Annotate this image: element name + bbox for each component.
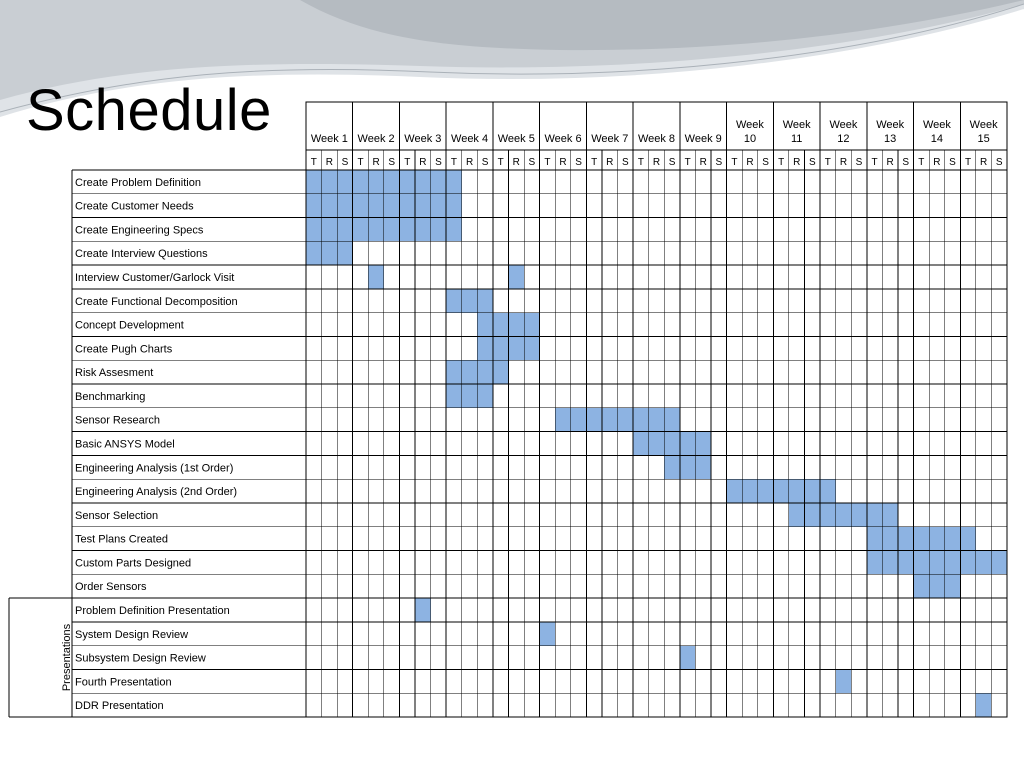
gantt-bar-cell [306, 194, 322, 218]
task-label: Sensor Research [75, 414, 160, 427]
gantt-bar-cell [415, 194, 431, 218]
day-header-label: T [450, 157, 458, 168]
day-header-label: T [778, 157, 785, 168]
day-header-label: S [995, 157, 1003, 168]
task-label: Engineering Analysis (1st Order) [75, 462, 234, 475]
day-header-label: T [684, 157, 691, 168]
day-header-label: T [591, 157, 598, 168]
gantt-bar-cell [695, 455, 711, 479]
gantt-bar-cell [368, 170, 384, 194]
gantt-bar-cell [882, 551, 898, 575]
gantt-bar-cell [353, 194, 369, 218]
gantt-bar-cell [477, 336, 493, 360]
gantt-bar-cell [399, 170, 415, 194]
gantt-bar-cell [836, 669, 852, 693]
gantt-bar-cell [524, 336, 540, 360]
gantt-bar-cell [945, 551, 961, 575]
day-header-label: T [871, 157, 878, 168]
gantt-bar-cell [898, 527, 914, 551]
gantt-bar-cell [867, 551, 883, 575]
day-header-label: R [606, 157, 614, 168]
gantt-bar-cell [446, 194, 462, 218]
gantt-bar-cell [306, 170, 322, 194]
gantt-bar-cell [493, 313, 509, 337]
day-header-label: S [435, 157, 442, 168]
day-header-label: T [310, 157, 317, 168]
gantt-bar-cell [524, 313, 540, 337]
week-header-label: Week 2 [357, 133, 395, 145]
gantt-bar-cell [462, 289, 478, 313]
day-header-label: T [404, 157, 411, 168]
day-header-label: R [325, 157, 333, 168]
gantt-bar-cell [976, 693, 992, 717]
task-label: Interview Customer/Garlock Visit [75, 272, 235, 285]
week-header-label: 12 [837, 133, 850, 145]
week-header-label: Week [969, 119, 998, 131]
gantt-bar-cell [758, 479, 774, 503]
week-header-label: 15 [977, 133, 990, 145]
gantt-bar-cell [929, 551, 945, 575]
page-title: Schedule [26, 78, 272, 143]
day-header-label: R [372, 157, 380, 168]
day-header-label: R [419, 157, 427, 168]
gantt-bar-cell [399, 194, 415, 218]
gantt-bar-cell [509, 336, 525, 360]
gantt-bar-cell [633, 408, 649, 432]
gantt-bar-cell [571, 408, 587, 432]
task-label: Engineering Analysis (2nd Order) [75, 486, 238, 499]
week-header-label: 11 [790, 133, 803, 145]
gantt-bar-cell [337, 218, 353, 242]
gantt-bar-cell [353, 170, 369, 194]
gantt-bar-cell [602, 408, 618, 432]
gantt-bar-cell [540, 622, 556, 646]
gantt-bar-cell [649, 432, 665, 456]
gantt-bar-cell [462, 360, 478, 384]
task-label: DDR Presentation [75, 700, 164, 713]
gantt-bar-cell [431, 170, 447, 194]
gantt-bar-cell [384, 218, 400, 242]
gantt-bar-cell [322, 218, 338, 242]
task-label: Problem Definition Presentation [75, 604, 230, 617]
day-header-label: R [559, 157, 567, 168]
gantt-bar-cell [415, 598, 431, 622]
task-label: Risk Assesment [75, 367, 154, 380]
gantt-bar-cell [727, 479, 743, 503]
task-label: Fourth Presentation [75, 676, 172, 689]
day-header-label: R [886, 157, 894, 168]
gantt-bar-cell [664, 455, 680, 479]
day-header-label: S [855, 157, 863, 168]
gantt-bar-cell [477, 313, 493, 337]
group-label: Presentations [61, 623, 73, 692]
task-label: Concept Development [75, 319, 184, 332]
gantt-bar-cell [446, 289, 462, 313]
gantt-bar-cell [462, 384, 478, 408]
gantt-bar-cell [882, 527, 898, 551]
task-label: Sensor Selection [75, 509, 159, 522]
day-header-label: S [668, 157, 676, 168]
day-header-label: S [715, 157, 723, 168]
gantt-bar-cell [804, 479, 820, 503]
gantt-bar-cell [649, 408, 665, 432]
week-header-label: Week [782, 119, 811, 131]
day-header-label: S [481, 157, 489, 168]
day-header-label: S [902, 157, 910, 168]
gantt-bar-cell [991, 551, 1007, 575]
task-label: Create Functional Decomposition [75, 295, 238, 308]
gantt-bar-cell [337, 170, 353, 194]
week-header-label: Week 1 [310, 133, 348, 145]
gantt-bar-cell [384, 194, 400, 218]
day-header-label: R [699, 157, 707, 168]
week-header-label: Week [876, 119, 905, 131]
day-header-label: R [793, 157, 801, 168]
gantt-bar-cell [446, 218, 462, 242]
gantt-bar-cell [976, 551, 992, 575]
gantt-bar-cell [493, 336, 509, 360]
day-header-label: R [746, 157, 754, 168]
task-label: Test Plans Created [75, 533, 168, 546]
gantt-bar-cell [368, 218, 384, 242]
gantt-bar-cell [929, 527, 945, 551]
gantt-bar-cell [322, 241, 338, 265]
gantt-bar-cell [680, 455, 696, 479]
day-header-label: R [839, 157, 848, 168]
task-label: Custom Parts Designed [75, 557, 192, 570]
gantt-bar-cell [384, 170, 400, 194]
gantt-bar-cell [306, 218, 322, 242]
gantt-bar-cell [929, 574, 945, 598]
day-header-label: S [949, 157, 956, 168]
task-label: Benchmarking [75, 390, 146, 403]
day-header-label: T [965, 157, 972, 168]
gantt-bar-cell [836, 503, 852, 527]
gantt-bar-cell [945, 574, 961, 598]
day-header-label: S [622, 157, 629, 168]
gantt-bar-cell [431, 218, 447, 242]
week-header-label: Week 8 [637, 133, 676, 145]
day-header-label: R [512, 157, 520, 168]
gantt-bar-cell [695, 432, 711, 456]
day-header-label: S [341, 157, 349, 168]
day-header-label: R [465, 157, 474, 168]
day-header-label: R [652, 157, 661, 168]
gantt-bar-cell [898, 551, 914, 575]
day-header-label: T [497, 157, 504, 168]
gantt-bar-cell [664, 408, 680, 432]
day-header-label: T [824, 157, 831, 168]
gantt-bar-cell [415, 170, 431, 194]
gantt-bar-cell [789, 479, 805, 503]
week-header-label: Week 5 [497, 133, 535, 145]
gantt-bar-cell [914, 551, 930, 575]
gantt-bar-cell [960, 551, 976, 575]
gantt-bar-cell [322, 194, 338, 218]
week-header-label: Week [736, 119, 764, 131]
week-header-label: Week [829, 119, 858, 131]
day-header-label: R [933, 157, 941, 168]
week-header-label: 10 [743, 133, 757, 145]
week-header-label: Week [922, 119, 951, 131]
gantt-bar-cell [742, 479, 758, 503]
gantt-bar-cell [882, 503, 898, 527]
task-label: Basic ANSYS Model [75, 438, 175, 451]
day-header-label: R [980, 157, 988, 168]
task-label: System Design Review [75, 628, 189, 641]
gantt-bar-cell [633, 432, 649, 456]
gantt-bar-cell [664, 432, 680, 456]
gantt-bar-cell [368, 194, 384, 218]
day-header-label: S [388, 157, 396, 168]
gantt-bar-cell [493, 360, 509, 384]
gantt-bar-cell [306, 241, 322, 265]
day-header-label: T [637, 157, 644, 168]
gantt-bar-cell [820, 503, 836, 527]
gantt-bar-cell [789, 503, 805, 527]
gantt-bar-cell [431, 194, 447, 218]
gantt-bar-cell [337, 241, 353, 265]
gantt-bar-cell [680, 646, 696, 670]
day-header-label: T [544, 157, 551, 168]
day-header-label: S [762, 157, 769, 168]
task-label: Order Sensors [75, 581, 147, 594]
gantt-bar-cell [914, 527, 930, 551]
week-header-label: Week 7 [591, 133, 629, 145]
day-header-label: S [575, 157, 582, 168]
gantt-bar-cell [586, 408, 602, 432]
week-header-label: 14 [930, 133, 944, 145]
task-label: Create Engineering Specs [75, 224, 204, 237]
gantt-bar-cell [446, 360, 462, 384]
gantt-bar-cell [945, 527, 961, 551]
week-header-label: Week 4 [451, 133, 489, 145]
gantt-bar-cell [337, 194, 353, 218]
gantt-bar-cell [477, 384, 493, 408]
day-header-label: S [808, 157, 816, 168]
gantt-bar-cell [399, 218, 415, 242]
day-header-label: T [918, 157, 925, 168]
gantt-bar-cell [820, 479, 836, 503]
gantt-bar-cell [867, 527, 883, 551]
gantt-bar-cell [509, 313, 525, 337]
gantt-bar-cell [322, 170, 338, 194]
gantt-bar-cell [509, 265, 525, 289]
day-header-label: S [528, 157, 536, 168]
gantt-bar-cell [851, 503, 867, 527]
task-label: Create Pugh Charts [75, 343, 173, 356]
week-header-label: 13 [884, 133, 897, 145]
gantt-bar-cell [446, 384, 462, 408]
week-header-label: Week 3 [404, 133, 442, 145]
task-label: Create Problem Definition [75, 176, 201, 189]
gantt-bar-cell [446, 170, 462, 194]
gantt-bar-cell [477, 289, 493, 313]
gantt-bar-cell [368, 265, 384, 289]
week-header-label: Week 9 [684, 133, 722, 145]
day-header-label: T [357, 157, 364, 168]
gantt-bar-cell [618, 408, 634, 432]
gantt-bar-cell [867, 503, 883, 527]
gantt-bar-cell [477, 360, 493, 384]
gantt-bar-cell [415, 218, 431, 242]
week-header-label: Week 6 [544, 133, 582, 145]
gantt-bar-cell [804, 503, 820, 527]
gantt-bar-cell [680, 432, 696, 456]
gantt-bar-cell [353, 218, 369, 242]
gantt-bar-cell [555, 408, 571, 432]
gantt-bar-cell [914, 574, 930, 598]
day-header-label: T [731, 157, 738, 168]
gantt-bar-cell [960, 527, 976, 551]
task-label: Create Customer Needs [75, 200, 194, 213]
task-label: Subsystem Design Review [75, 652, 206, 665]
gantt-bar-cell [773, 479, 789, 503]
task-label: Create Interview Questions [75, 248, 208, 261]
